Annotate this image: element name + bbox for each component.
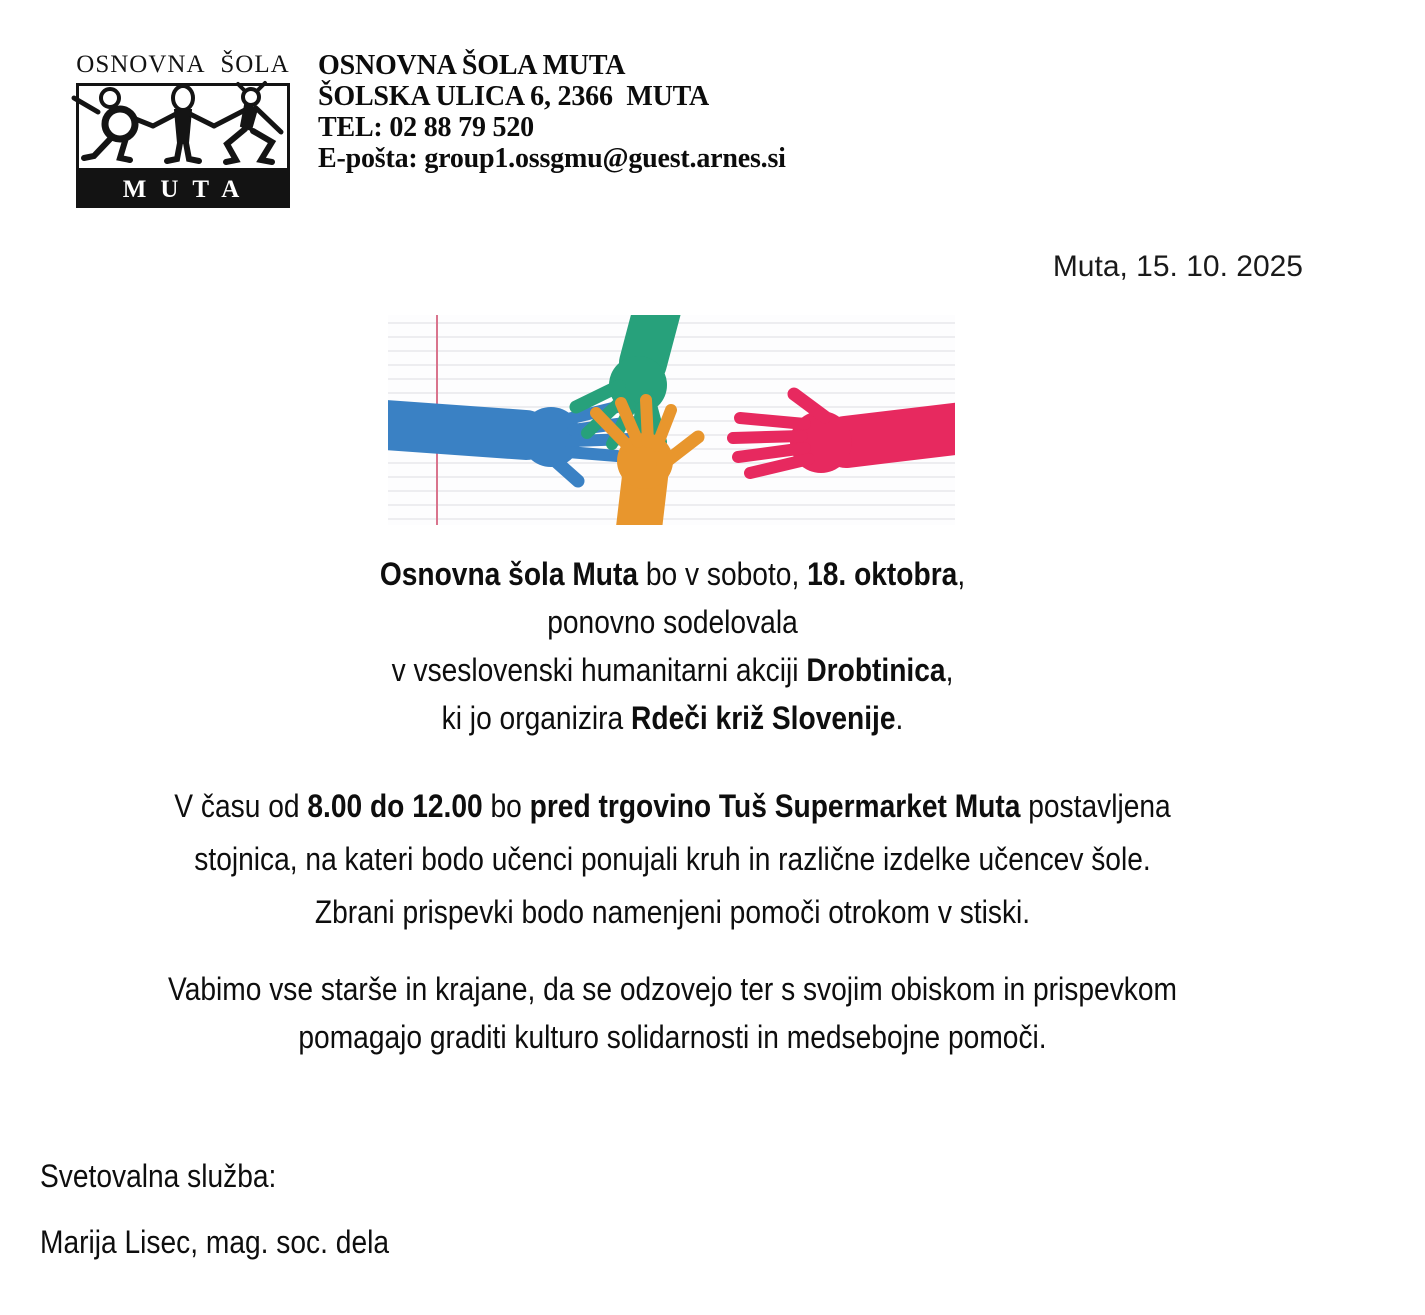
school-logo [76,50,290,208]
text-segment: stojnica, na kateri bodo učenci ponujali kruh in različne izdelke učencev šole. [194,841,1151,877]
body-line [151,598,1194,646]
logo-figures-box [76,83,290,171]
letterhead [318,50,786,174]
paragraph-invitation [151,965,1194,1061]
text-segment-bold: 8.00 do 12.00 [307,788,483,824]
body-line [151,780,1194,833]
letterhead-address: ŠOLSKA ULICA 6, 2366 MUTA [318,81,710,112]
text-segment: postavljena [1020,788,1171,824]
text-segment-bold: Drobtinica [806,652,946,688]
date-line: Muta, 15. 10. 2025 [1052,250,1303,283]
text-segment: pomagajo graditi kulturo solidarnosti in medsebojne pomoči. [298,1019,1047,1055]
logo-school-name: OSNOVNA ŠOLA [76,51,290,78]
text-segment-bold: Osnovna šola Muta [379,556,639,592]
text-segment: Vabimo vse starše in krajane, da se odzovejo ter s svojim obiskom in prispevkom [168,971,1177,1007]
body-line [151,965,1194,1013]
signature-name: Marija Lisec, mag. soc. dela [40,1224,390,1260]
letterhead-phone: TEL: 02 88 79 520 [318,112,534,143]
text-segment: bo [482,788,530,824]
text-segment: . [895,700,904,736]
text-segment: Zbrani prispevki bodo namenjeni pomoči otrokom v stiski. [314,894,1031,930]
paragraph-event-details [151,780,1194,939]
four-hands-illustration [388,315,955,525]
logo-school-place: MUTA [76,171,290,208]
text-segment: bo v soboto, [638,556,808,592]
text-segment: ponovno sodelovala [547,604,798,640]
paragraph-event-intro [151,550,1194,742]
text-segment: v vseslovenski humanitarni akciji [391,652,807,688]
body-line [151,833,1194,886]
text-segment: V času od [174,788,308,824]
text-segment: , [957,556,966,592]
text-segment-bold: 18. oktobra [807,556,958,592]
text-segment: , [945,652,954,688]
letterhead-school-name: OSNOVNA ŠOLA MUTA [318,50,626,81]
text-segment-bold: Rdeči križ Slovenije [631,700,896,736]
body-line [151,646,1194,694]
text-segment-bold: pred trgovino Tuš Supermarket Muta [529,788,1021,824]
body-line [151,550,1194,598]
body-line [151,694,1194,742]
body-line [151,886,1194,939]
letterhead-email: E-pošta: group1.ossgmu@guest.arnes.si [318,143,786,174]
body-line [151,1013,1194,1061]
text-segment: ki jo organizira [441,700,632,736]
signature-role: Svetovalna služba: [40,1158,277,1194]
dancing-children-icon [79,86,287,162]
